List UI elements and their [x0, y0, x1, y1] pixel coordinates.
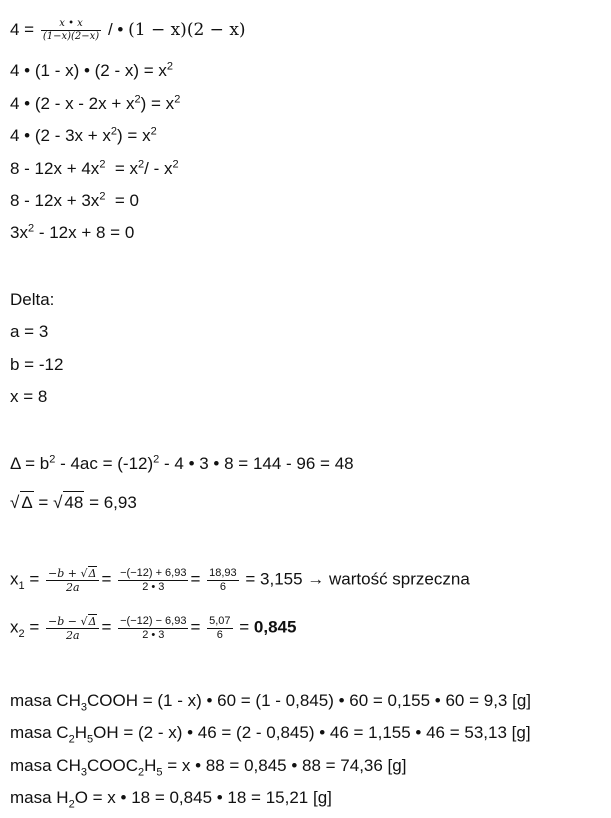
eq6-text-b: - 12x + 8 = 0 [34, 223, 135, 242]
x2-eq: = [24, 617, 40, 637]
eq3-text-b: ) = x [117, 126, 151, 145]
eq4-exp1: 2 [99, 158, 106, 171]
eq3-exp2: 2 [150, 125, 157, 138]
delta-text-b: - 4ac = (-12) [55, 454, 154, 473]
sqrt-icon: √ [80, 615, 88, 628]
eq0-rhs: (1 − x)(2 − x) [128, 19, 246, 40]
x1-f1-den: 2a [65, 581, 80, 594]
x1-f2-den: 2 • 3 [142, 580, 165, 593]
x1-equation: $x_1$ = $\frac{-b + √\Delta}{2a}$ = $\frac{-(-12) + 6,93}{2 • 3}$ = $\frac{18,93}{6}$ = 3,155 → wartość sprzeczna [10, 566, 470, 594]
delta-equation [10, 453, 354, 475]
delta-text-a: Δ = b [10, 454, 50, 473]
eq1-text: 4 • (1 - x) • (2 - x) = x [10, 61, 167, 80]
m1-text-a: masa CH [10, 691, 81, 710]
mass-line-3 [10, 755, 406, 777]
coefficient-b: b = -12 [10, 355, 64, 374]
m3-text-d: = x • 88 = 0,845 • 88 = 74,36 [g] [162, 756, 407, 775]
eq0-denominator: (1−x)(2−x) [42, 31, 100, 42]
equation-2 [10, 93, 180, 115]
eq6-text-a: 3x [10, 223, 28, 242]
x2-equation: $x_2$ = $\frac{-b - √\Delta}{2a}$ = $\frac{-(-12) - 6,93}{2 • 3}$ = $\frac{5,07}{6}$ = 0,845 [10, 614, 297, 642]
eq5-text-b: = 0 [105, 191, 139, 210]
eq0-lhs: 4 = [10, 19, 35, 39]
x2-f3-den: 6 [216, 628, 223, 641]
x2-f3-num: 5,07 [209, 614, 231, 627]
sqrt-icon: √ [80, 567, 88, 580]
x2-f1-den: 2a [65, 629, 80, 642]
m3-text-b: COOC [86, 756, 138, 775]
equation-4 [10, 158, 179, 180]
m4-text-a: masa H [10, 788, 69, 807]
m4-text-b: O = x • 18 = 0,845 • 18 = 15,21 [g] [74, 788, 332, 807]
eq2-exp2: 2 [174, 93, 181, 106]
x2-fraction-3 [207, 615, 232, 642]
eq4-text-c: / - x [144, 159, 173, 178]
x1-f3-num: 18,93 [209, 566, 237, 579]
m3-sub-2: 2 [137, 766, 145, 779]
eq0-operator: / • [107, 19, 124, 39]
coefficient-c: x = 8 [10, 387, 48, 406]
eq6-exp1: 2 [27, 222, 35, 235]
sqrt-radicand-2: 48 [64, 493, 84, 512]
equation-6 [10, 222, 134, 244]
eq0-fraction [41, 18, 101, 43]
mass-line-1 [10, 690, 531, 712]
equation-1 [10, 60, 173, 82]
mass-line-4 [10, 787, 332, 809]
m3-text-a: masa CH [10, 756, 81, 775]
eq3-exp1: 2 [110, 125, 118, 138]
x1-var: x [10, 569, 19, 589]
m3-text-c: H [144, 756, 157, 775]
sqrt-icon: √ [10, 493, 20, 512]
eq2-text-b: ) = x [140, 94, 175, 113]
x2-result-eq: = [234, 617, 254, 637]
eq4-text-b: = x [105, 159, 139, 178]
m1-text-b: COOH = (1 - x) • 60 = (1 - 0,845) • 60 = 0,155 • 60 = 9,3 [g] [86, 691, 532, 710]
x2-sub: 2 [18, 627, 25, 640]
x1-sub: 1 [18, 579, 25, 592]
m2-sub-1: 2 [68, 733, 75, 746]
m2-text-c: OH = (2 - x) • 46 = (2 - 0,845) • 46 = 1,155 • 46 = 53,13 [g] [93, 723, 531, 742]
x1-fraction-3 [207, 567, 239, 594]
x1-f1-rad: Δ [88, 567, 97, 580]
eq2-exp1: 2 [134, 93, 141, 106]
m3-sub-3: 5 [156, 766, 163, 779]
m2-text-a: masa C [10, 723, 69, 742]
equation-3 [10, 125, 157, 147]
delta-exp2: 2 [153, 453, 160, 466]
eq1-exp: 2 [166, 60, 174, 73]
x1-f1-num: −b + [48, 567, 81, 580]
eq5-text-a: 8 - 12x + 3x [10, 191, 100, 210]
eq4-exp2: 2 [138, 158, 145, 171]
eq3-text-a: 4 • (2 - 3x + x [10, 126, 111, 145]
x1-result: = 3,155 → wartość sprzeczna [240, 569, 470, 589]
x2-f1-rad: Δ [88, 615, 97, 628]
x2-var: x [10, 617, 19, 637]
x1-fraction-2 [118, 567, 188, 594]
x1-f3-den: 6 [219, 580, 226, 593]
x1-f2-num: −(−12) + 6,93 [120, 566, 187, 579]
delta-header: Delta: [10, 290, 55, 309]
equation-5 [10, 190, 139, 212]
eq2-text-a: 4 • (2 - x - 2x + x [10, 94, 135, 113]
sqrt-radicand-1: Δ [21, 493, 33, 512]
delta-exp1: 2 [49, 453, 56, 466]
eq4-exp3: 2 [172, 158, 179, 171]
delta-text-c: - 4 • 3 • 8 = 144 - 96 = 48 [159, 454, 354, 473]
x1-eq: = [24, 569, 40, 589]
m2-sub-2: 5 [86, 733, 94, 746]
x2-f2-num: −(−12) − 6,93 [120, 614, 187, 627]
mass-line-2 [10, 722, 531, 744]
x2-fraction-1 [46, 614, 99, 642]
sqrt-equation [10, 491, 137, 514]
m3-sub-1: 3 [80, 766, 87, 779]
x2-fraction-2 [118, 615, 188, 642]
x2-result: 0,845 [253, 617, 297, 637]
m2-text-b: H [74, 723, 87, 742]
equation-0 [10, 18, 246, 43]
m4-sub-1: 2 [68, 798, 75, 811]
x1-fraction-1 [46, 566, 99, 594]
sqrt-icon: √ [53, 493, 63, 512]
eq4-text-a: 8 - 12x + 4x [10, 159, 100, 178]
x2-f1-num: −b − [48, 615, 81, 628]
x2-f2-den: 2 • 3 [142, 628, 165, 641]
sqrt-mid: = [33, 493, 54, 512]
sqrt-end: = 6,93 [84, 493, 137, 512]
coefficient-a: a = 3 [10, 322, 49, 341]
m1-sub-1: 3 [80, 701, 87, 714]
eq0-numerator: x • x [41, 18, 101, 31]
eq5-exp1: 2 [99, 190, 106, 203]
